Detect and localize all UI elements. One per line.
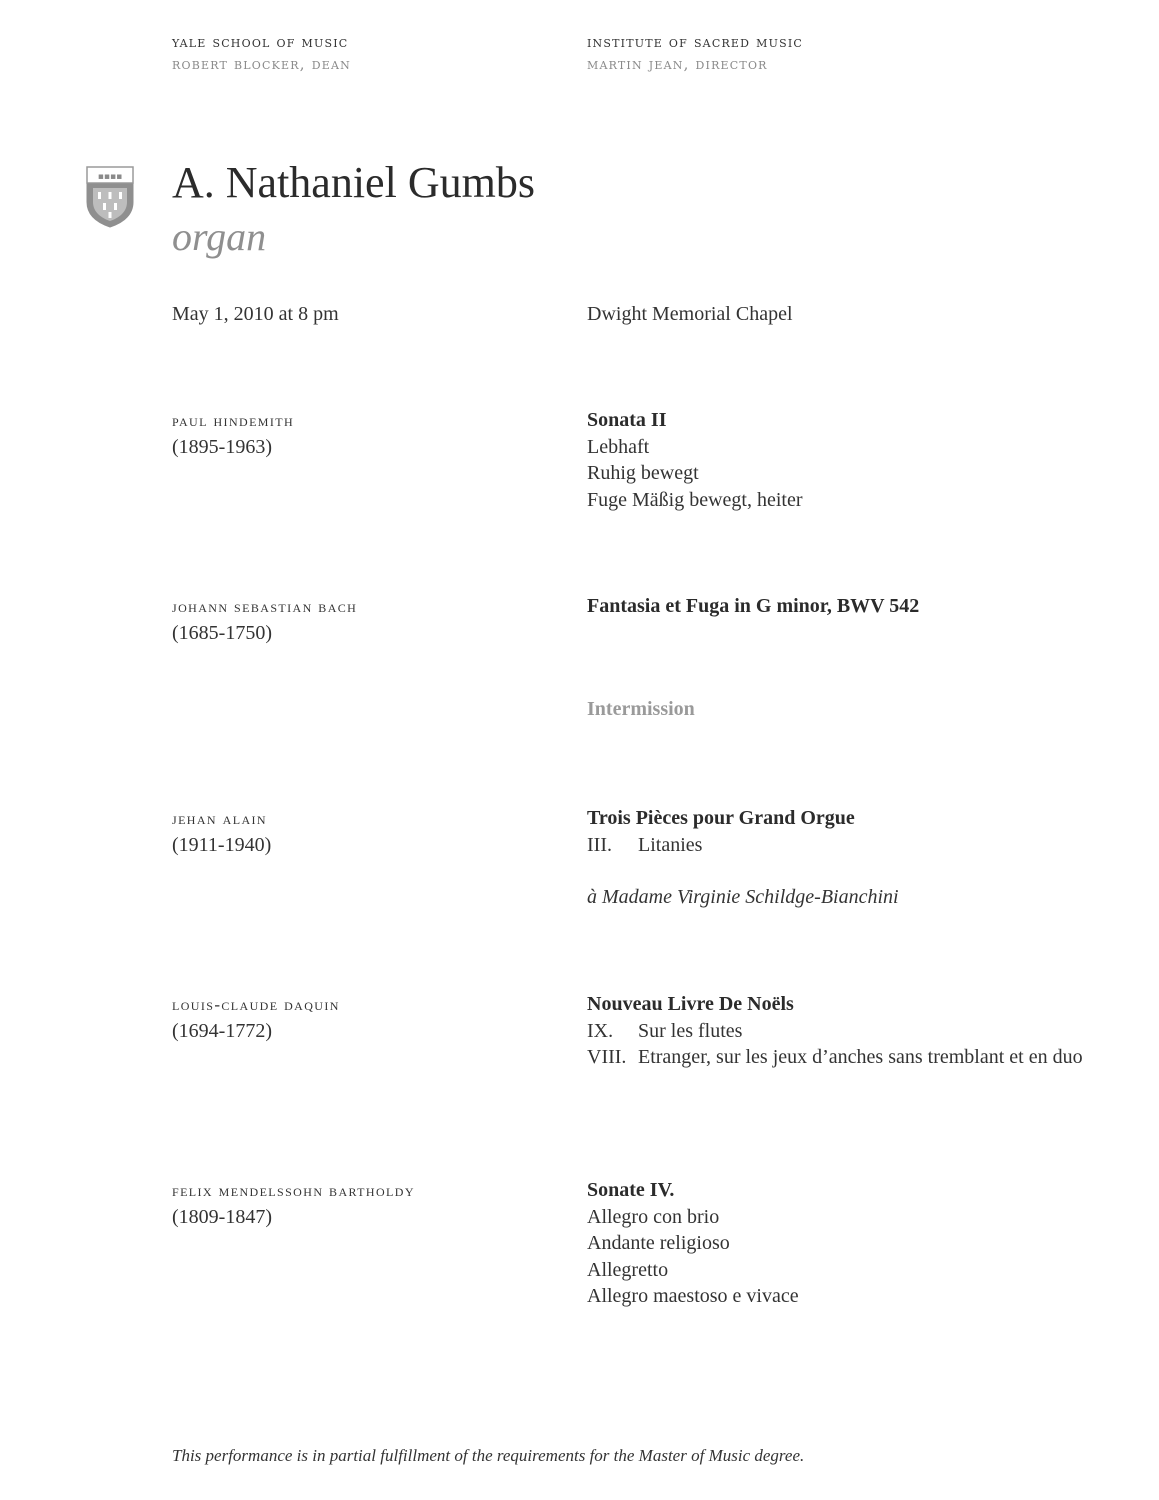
event-date: May 1, 2010 at 8 pm (172, 303, 339, 325)
performer-instrument: organ (172, 214, 267, 259)
school-name: yale school of music (172, 33, 349, 51)
movement: Allegro maestoso e vivace (587, 1285, 799, 1308)
composer-block (172, 407, 294, 461)
event-venue: Dwight Memorial Chapel (587, 303, 793, 325)
work-title: Fantasia et Fuga in G minor, BWV 542 (587, 595, 920, 617)
work-block (587, 1177, 799, 1310)
work-title: Trois Pièces pour Grand Orgue (587, 807, 855, 829)
dedication: à Madame Virginie Schildge-Bianchini (587, 886, 899, 909)
composer-block (172, 991, 340, 1045)
intermission-label: Intermission (587, 698, 695, 720)
movement: Ruhig bewegt (587, 462, 699, 485)
movement-name: Sur les flutes (638, 1019, 743, 1042)
work-title: Nouveau Livre De Noëls (587, 993, 794, 1015)
composer-name: johann sebastian bach (172, 597, 358, 616)
movement-name: Etranger, sur les jeux d’anches sans tremblant et en duo (638, 1046, 1083, 1069)
composer-block (172, 1177, 415, 1231)
movement-number: IX. (587, 1019, 614, 1042)
composer-name: jehan alain (172, 809, 267, 828)
composer-years: (1685-1750) (172, 622, 272, 644)
work-block (587, 805, 899, 911)
composer-years: (1809-1847) (172, 1206, 272, 1228)
work-block (587, 593, 919, 620)
movement-number: III. (587, 833, 612, 856)
composer-name: louis-claude daquin (172, 995, 340, 1014)
movement: Fuge Mäßig bewegt, heiter (587, 488, 803, 511)
movement (587, 1044, 1083, 1071)
svg-text:▪▪▪▪: ▪▪▪▪ (97, 172, 123, 182)
dean-name: robert blocker, dean (172, 55, 351, 73)
composer-name: felix mendelssohn bartholdy (172, 1181, 415, 1200)
composer-years: (1895-1963) (172, 436, 272, 458)
work-title: Sonata II (587, 409, 667, 431)
work-block (587, 407, 803, 513)
movement: Lebhaft (587, 435, 650, 458)
yale-shield-icon (86, 166, 134, 228)
movement: Allegretto (587, 1258, 669, 1281)
composer-block (172, 805, 271, 859)
work-title: Sonate IV. (587, 1179, 675, 1201)
composer-name: paul hindemith (172, 411, 295, 430)
header-school (172, 31, 351, 75)
movement: Andante religioso (587, 1232, 730, 1255)
header-institute (587, 31, 803, 75)
movement-number: VIII. (587, 1046, 627, 1069)
movement: Allegro con brio (587, 1205, 720, 1228)
institute-name: institute of sacred music (587, 33, 803, 51)
movement (587, 832, 899, 859)
movement (587, 1018, 1083, 1045)
composer-years: (1694-1772) (172, 1020, 272, 1042)
composer-years: (1911-1940) (172, 834, 272, 856)
degree-footnote: This performance is in partial fulfillment of the requirements for the Master of Music degree. (172, 1446, 805, 1465)
work-block (587, 991, 1083, 1071)
movement-name: Litanies (638, 833, 703, 856)
director-name: martin jean, director (587, 55, 768, 73)
performer-name: A. Nathaniel Gumbs (172, 158, 535, 207)
composer-block (172, 593, 357, 647)
